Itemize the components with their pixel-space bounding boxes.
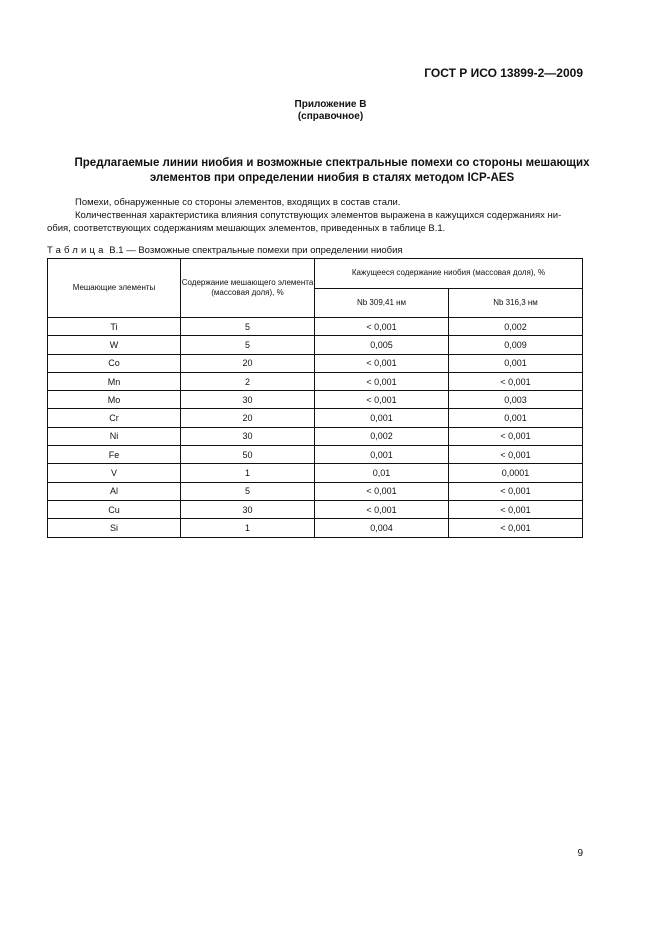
table-row: [48, 336, 583, 354]
header-line-1: Nb 309,41 нм: [315, 289, 449, 318]
cell-nb-309: 0,002: [315, 427, 449, 445]
cell-nb-309: 0,001: [315, 446, 449, 464]
cell-element: Mo: [48, 391, 181, 409]
cell-nb-316: < 0,001: [449, 500, 583, 518]
table-row: [48, 409, 583, 427]
table-caption-prefix: Таблица: [47, 245, 107, 256]
cell-nb-316: 0,003: [449, 391, 583, 409]
cell-nb-316: 0,009: [449, 336, 583, 354]
cell-element: V: [48, 464, 181, 482]
cell-nb-309: < 0,001: [315, 500, 449, 518]
cell-nb-309: 0,001: [315, 409, 449, 427]
cell-nb-316: < 0,001: [449, 519, 583, 537]
table-row: [48, 318, 583, 336]
cell-nb-309: 0,01: [315, 464, 449, 482]
page-number: 9: [577, 848, 583, 859]
standard-number: ГОСТ Р ИСО 13899-2—2009: [424, 66, 583, 80]
cell-element: Cr: [48, 409, 181, 427]
cell-nb-309: < 0,001: [315, 391, 449, 409]
paragraph-1: Помехи, обнаруженные со стороны элементов, входящих в состав стали.: [75, 197, 401, 208]
cell-content: 30: [181, 427, 315, 445]
cell-nb-309: 0,005: [315, 336, 449, 354]
table-caption-text: В.1 — Возможные спектральные помехи при определении ниобия: [109, 245, 403, 256]
cell-nb-316: 0,001: [449, 409, 583, 427]
cell-content: 2: [181, 372, 315, 390]
annex-heading: [0, 99, 661, 123]
cell-content: 5: [181, 336, 315, 354]
cell-element: Mn: [48, 372, 181, 390]
table-row: [48, 464, 583, 482]
cell-element: W: [48, 336, 181, 354]
cell-content: 5: [181, 318, 315, 336]
cell-content: 5: [181, 482, 315, 500]
cell-element: Si: [48, 519, 181, 537]
annex-subtitle: (справочное): [297, 111, 364, 122]
table-row: [48, 391, 583, 409]
cell-nb-316: < 0,001: [449, 427, 583, 445]
table-row: [48, 500, 583, 518]
cell-content: 20: [181, 354, 315, 372]
title-line-2: элементов при определении ниобия в сталях методом ICP-AES: [149, 172, 515, 184]
cell-nb-316: < 0,001: [449, 446, 583, 464]
table-row: [48, 519, 583, 537]
cell-element: Al: [48, 482, 181, 500]
cell-content: 1: [181, 519, 315, 537]
cell-nb-316: < 0,001: [449, 372, 583, 390]
cell-nb-309: < 0,001: [315, 372, 449, 390]
cell-nb-309: < 0,001: [315, 318, 449, 336]
table-row: [48, 482, 583, 500]
table-row: [48, 354, 583, 372]
cell-content: 30: [181, 500, 315, 518]
interference-table: [47, 258, 583, 538]
cell-content: 20: [181, 409, 315, 427]
table-row: [48, 446, 583, 464]
title-line-1: Предлагаемые линии ниобия и возможные спектральные помехи со стороны мешающих: [74, 157, 590, 169]
table-caption: [47, 245, 403, 256]
header-content: Содержание мешающего элемента (массовая доля), %: [181, 259, 315, 318]
header-line-2: Nb 316,3 нм: [449, 289, 583, 318]
cell-nb-309: 0,004: [315, 519, 449, 537]
table-row: [48, 427, 583, 445]
cell-element: Co: [48, 354, 181, 372]
header-element: Мешающие элементы: [48, 259, 181, 318]
cell-nb-316: 0,002: [449, 318, 583, 336]
cell-element: Ti: [48, 318, 181, 336]
document-title: [50, 156, 614, 186]
table-body: [48, 318, 583, 538]
cell-content: 30: [181, 391, 315, 409]
cell-element: Cu: [48, 500, 181, 518]
cell-nb-316: < 0,001: [449, 482, 583, 500]
table-row: [48, 372, 583, 390]
cell-nb-316: 0,001: [449, 354, 583, 372]
cell-content: 1: [181, 464, 315, 482]
annex-title: Приложение В: [294, 99, 367, 110]
cell-element: Ni: [48, 427, 181, 445]
paragraph-2: Количественная характеристика влияния сопутствующих элементов выражена в кажущихся содержаниях ни-обия, соответствующих содержаниям мешающих элементов, приведенных в таблице В.1.: [47, 210, 562, 234]
cell-nb-309: < 0,001: [315, 354, 449, 372]
cell-content: 50: [181, 446, 315, 464]
cell-element: Fe: [48, 446, 181, 464]
cell-nb-316: 0,0001: [449, 464, 583, 482]
cell-nb-309: < 0,001: [315, 482, 449, 500]
header-apparent: Кажущееся содержание ниобия (массовая доля), %: [315, 259, 583, 289]
